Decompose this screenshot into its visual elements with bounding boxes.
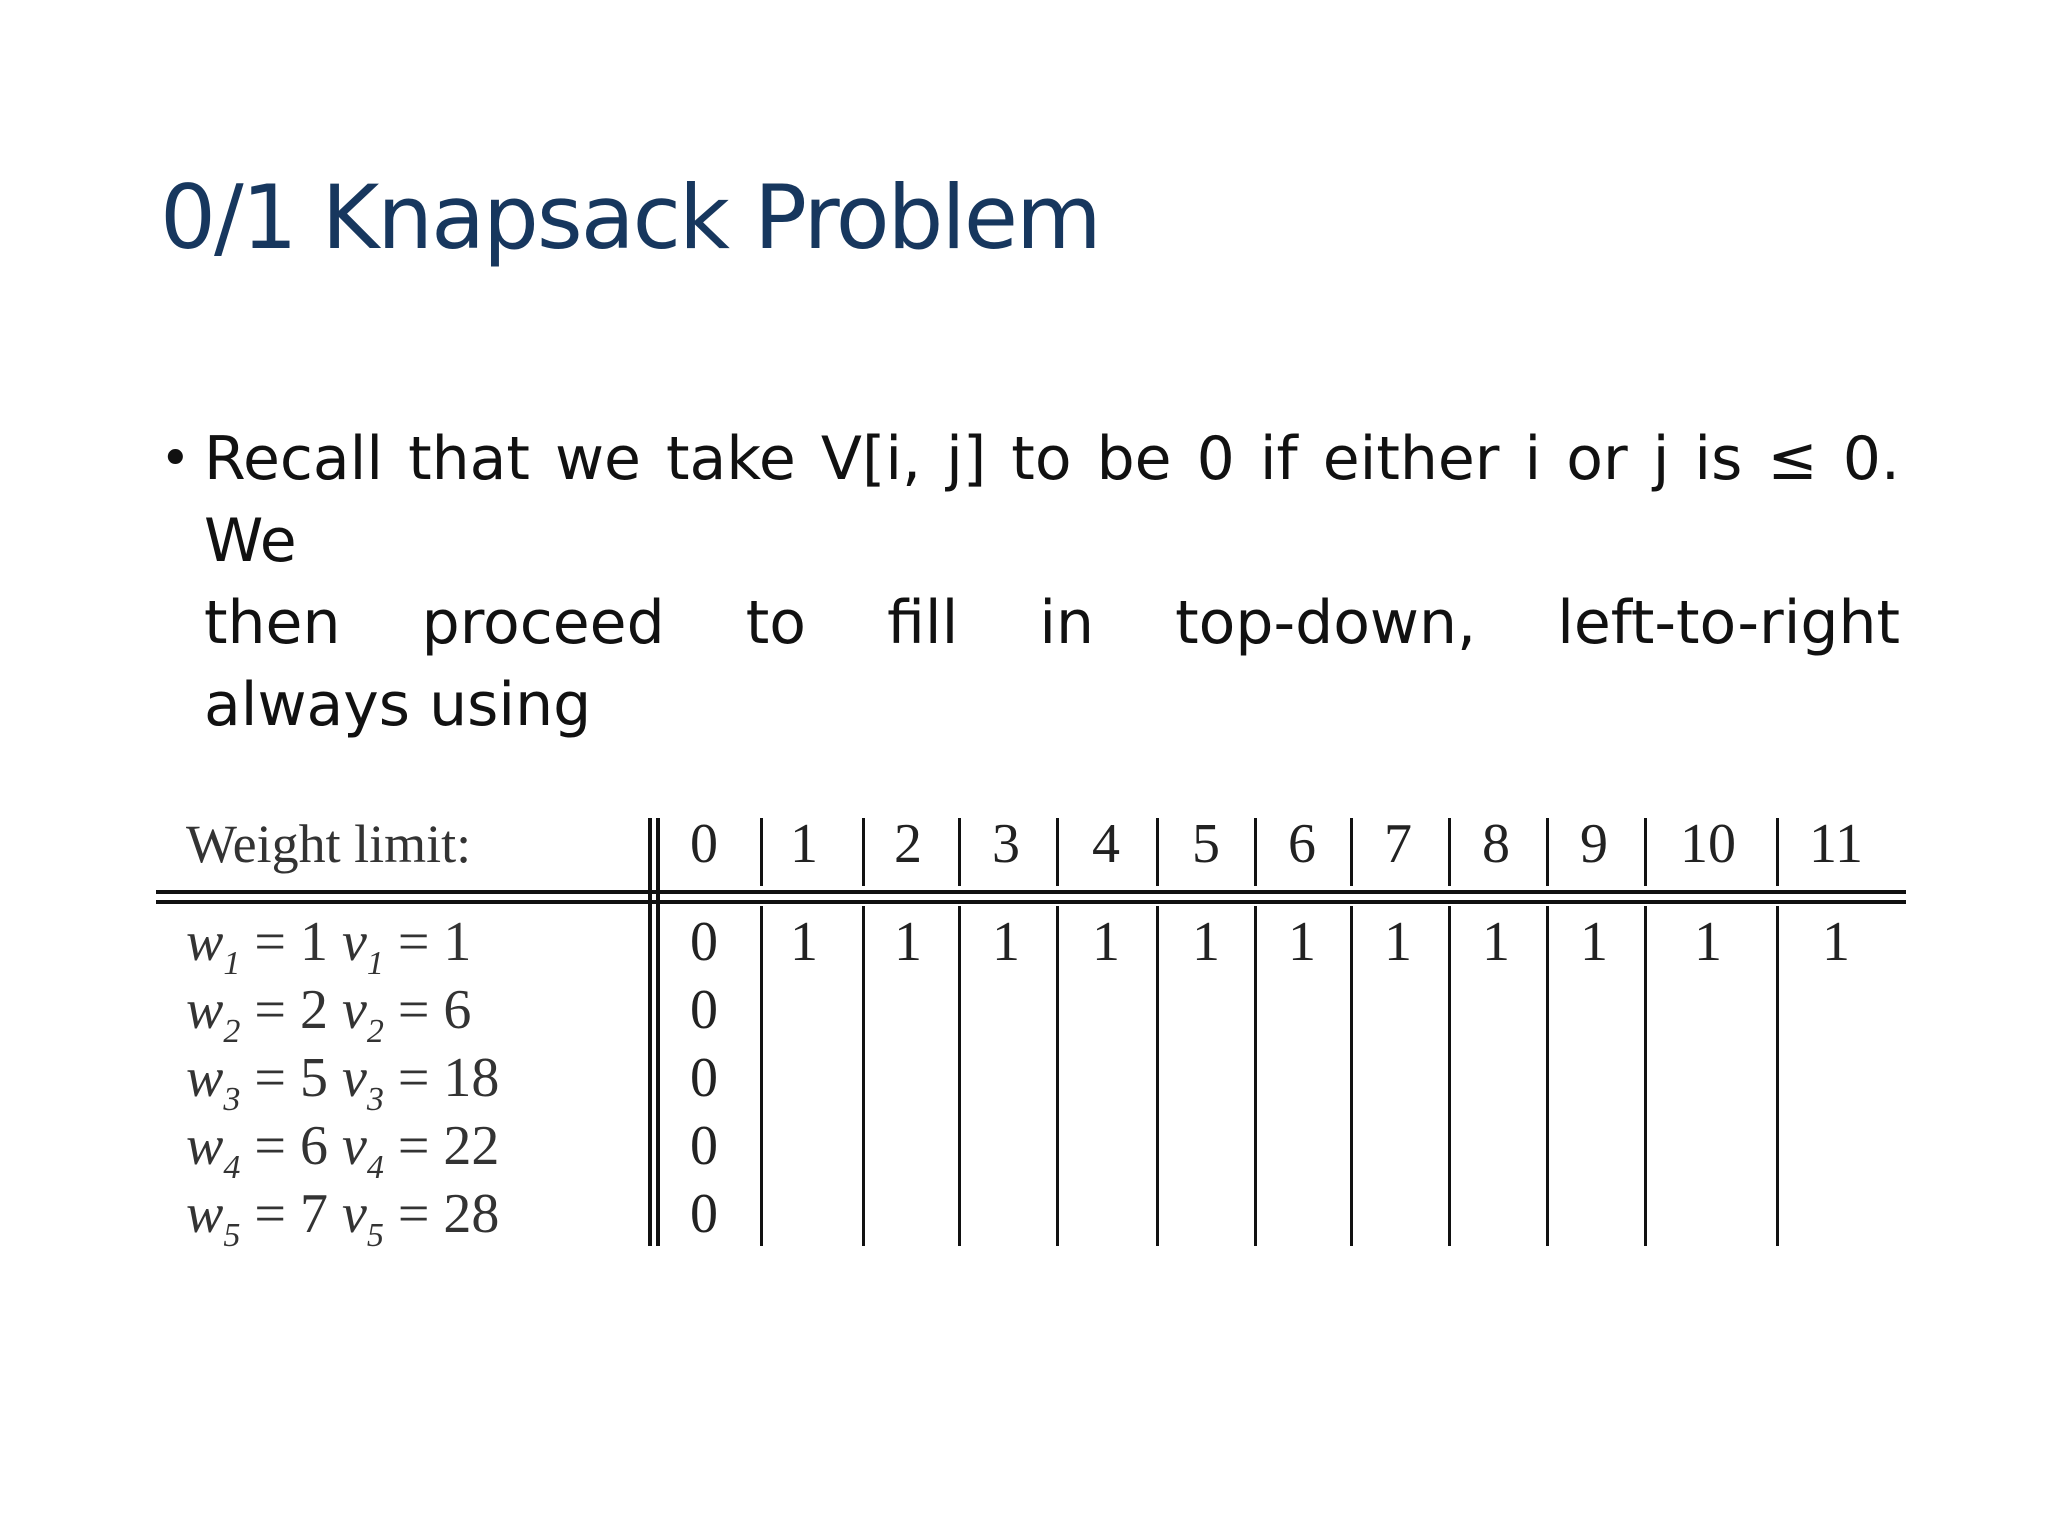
item-label-2: $w_2 = 2$ $v_2 = 6$ [186,979,472,1050]
column-separator-header [1644,818,1647,886]
header-weight-10: 10 [1680,813,1736,875]
column-separator [1056,906,1059,1246]
weight-limit-label: Weight limit: [186,814,472,874]
column-separator [1156,906,1159,1246]
header-weight-7: 7 [1384,813,1412,875]
cell-r1-c4: 1 [1092,911,1120,973]
column-separator-header [1776,818,1779,886]
slide-title: 0/1 Knapsack Problem [160,166,1100,269]
cell-r2-c0: 0 [690,979,718,1041]
header-weight-6: 6 [1288,813,1316,875]
column-separator-header [1056,818,1059,886]
cell-r5-c0: 0 [690,1183,718,1245]
cell-r1-c2: 1 [894,911,922,973]
bullet-line-2: then proceed to fill in top-down, left-to-right [204,588,1900,658]
header-weight-1: 1 [790,813,818,875]
header-weight-3: 3 [992,813,1020,875]
header-weight-2: 2 [894,813,922,875]
header-weight-4: 4 [1092,813,1120,875]
cell-r1-c1: 1 [790,911,818,973]
item-label-1: $w_1 = 1$ $v_1 = 1$ [186,911,472,982]
label-divider-left [648,818,652,1246]
header-rule-bottom [156,900,1906,904]
cell-r4-c0: 0 [690,1115,718,1177]
header-weight-9: 9 [1580,813,1608,875]
cell-r1-c7: 1 [1384,911,1412,973]
bullet-line-3: always using [204,670,592,740]
column-separator-header [1156,818,1159,886]
cell-r1-c8: 1 [1482,911,1510,973]
header-weight-0: 0 [690,813,718,875]
bullet-dot: • [160,429,191,489]
cell-r1-c6: 1 [1288,911,1316,973]
cell-r1-c11: 1 [1822,911,1850,973]
header-weight-8: 8 [1482,813,1510,875]
header-weight-11: 11 [1809,813,1863,875]
item-label-3: $w_3 = 5$ $v_3 = 18$ [186,1047,500,1118]
column-separator [1776,906,1779,1246]
column-separator [1644,906,1647,1246]
bullet-line-1: Recall that we take V[i, j] to be 0 if either i or j is ≤ 0. We [204,424,1900,576]
cell-r1-c3: 1 [992,911,1020,973]
cell-r1-c10: 1 [1694,911,1722,973]
item-label-5: $w_5 = 7$ $v_5 = 28$ [186,1183,500,1254]
cell-r1-c5: 1 [1192,911,1220,973]
cell-r1-c0: 0 [690,911,718,973]
cell-r3-c0: 0 [690,1047,718,1109]
item-label-4: $w_4 = 6$ $v_4 = 22$ [186,1115,500,1186]
cell-r1-c9: 1 [1580,911,1608,973]
header-weight-5: 5 [1192,813,1220,875]
header-rule-top [156,890,1906,894]
